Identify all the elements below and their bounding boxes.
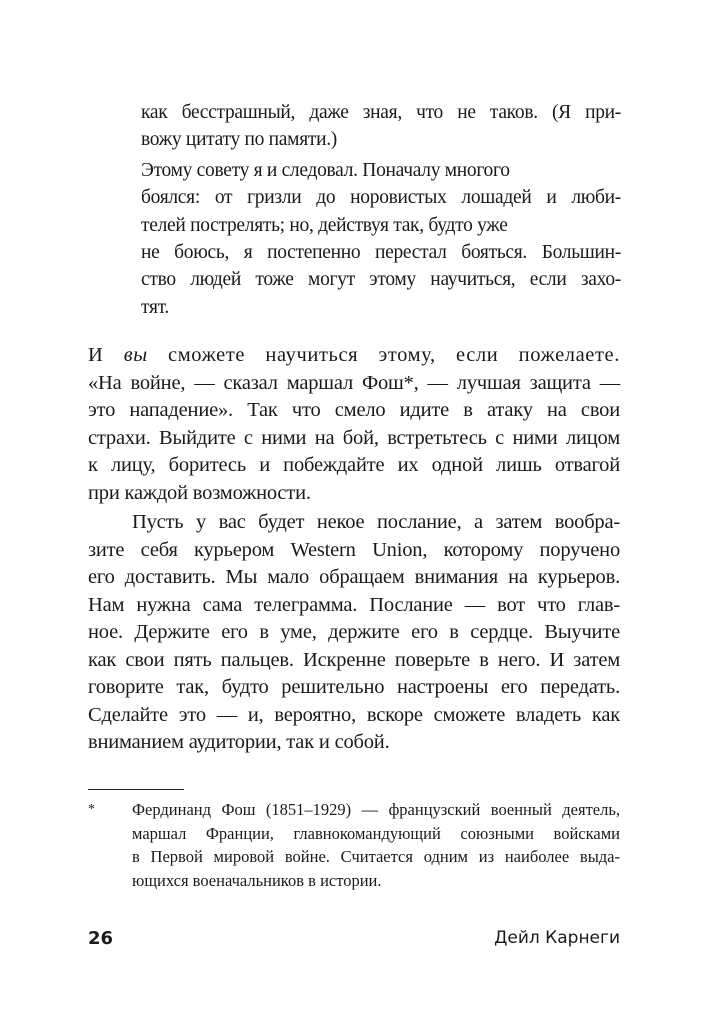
text-line [88,342,620,370]
emphasis: вы [123,344,148,366]
text-line: Фердинанд Фош (1851–1929) — французский военный деятель, [132,800,620,819]
text-line: тят. [141,296,169,318]
body-text [88,342,620,757]
text-line: Сделайте это — и, вероятно, вскоре сможете владеть как [88,703,620,726]
text-line: ное. Держите его в уме, держите его в сердце. Выучите [88,621,620,643]
quote-paragraph [141,157,621,321]
text-line: к лицу, боритесь и побеждайте их одной лишь отвагой [88,454,620,476]
text-line: не боюсь, я постепенно перестал бояться. Большин- [141,242,621,264]
text-run: И [88,344,124,366]
text-line: его доставить. Мы мало обращаем внимания на курьеров. [88,566,620,588]
text-line: страхи. Выйдите с ними на бой, встретьтесь с ними лицом [88,426,620,449]
text-line: вниманием аудитории, так и собой. [88,731,390,753]
quote-paragraph [141,99,621,154]
footnote-marker: * [88,802,95,817]
text-line: телей пострелять; но, действуя так, будто уже [141,214,508,236]
running-footer-author: Дейл Карнеги [494,928,620,948]
footnote-divider [88,789,184,790]
footnote-text [132,798,620,892]
text-run: сможете научиться этому, если пожелаете. [147,344,620,366]
text-line: как бесстрашный, даже зная, что не таков. (Я при- [141,102,621,123]
text-line: ство людей тоже могут этому научиться, если захо- [141,269,621,291]
text-line: Этому совету я и следовал. Поначалу многого [141,159,510,181]
text-line: боялся: от гризли до норовистых лошадей и люби- [141,187,621,209]
text-line: маршал Франции, главнокомандующий союзными войсками [132,823,620,843]
text-line: Пусть у вас будет некое послание, а затем вообра- [132,511,620,533]
text-line: «На войне, — сказал маршал Фош*, — лучшая защита — [88,371,620,394]
page-number: 26 [88,928,114,949]
body-paragraph [88,509,620,757]
footnote [88,798,620,892]
text-line: это нападение». Так что смело идите в атаку на свои [88,399,620,421]
text-line: при каждой возможности. [88,481,311,504]
block-quote [141,99,621,321]
text-line: Нам нужна сама телеграмма. Послание — вот что глав- [88,593,620,616]
text-line: зите себя курьером Western Union, которому поручено [88,538,620,561]
text-line: как свои пять пальцев. Искренне поверьте в него. И затем [88,648,620,671]
text-line: в Первой мировой войне. Считается одним из наиболее выда- [132,847,620,866]
text-line: ющихся военачальников в истории. [132,870,382,890]
text-line: говорите так, будто решительно настроены его передать. [88,676,620,698]
text-line: вожу цитату по памяти.) [141,129,337,151]
body-paragraph [88,342,620,507]
